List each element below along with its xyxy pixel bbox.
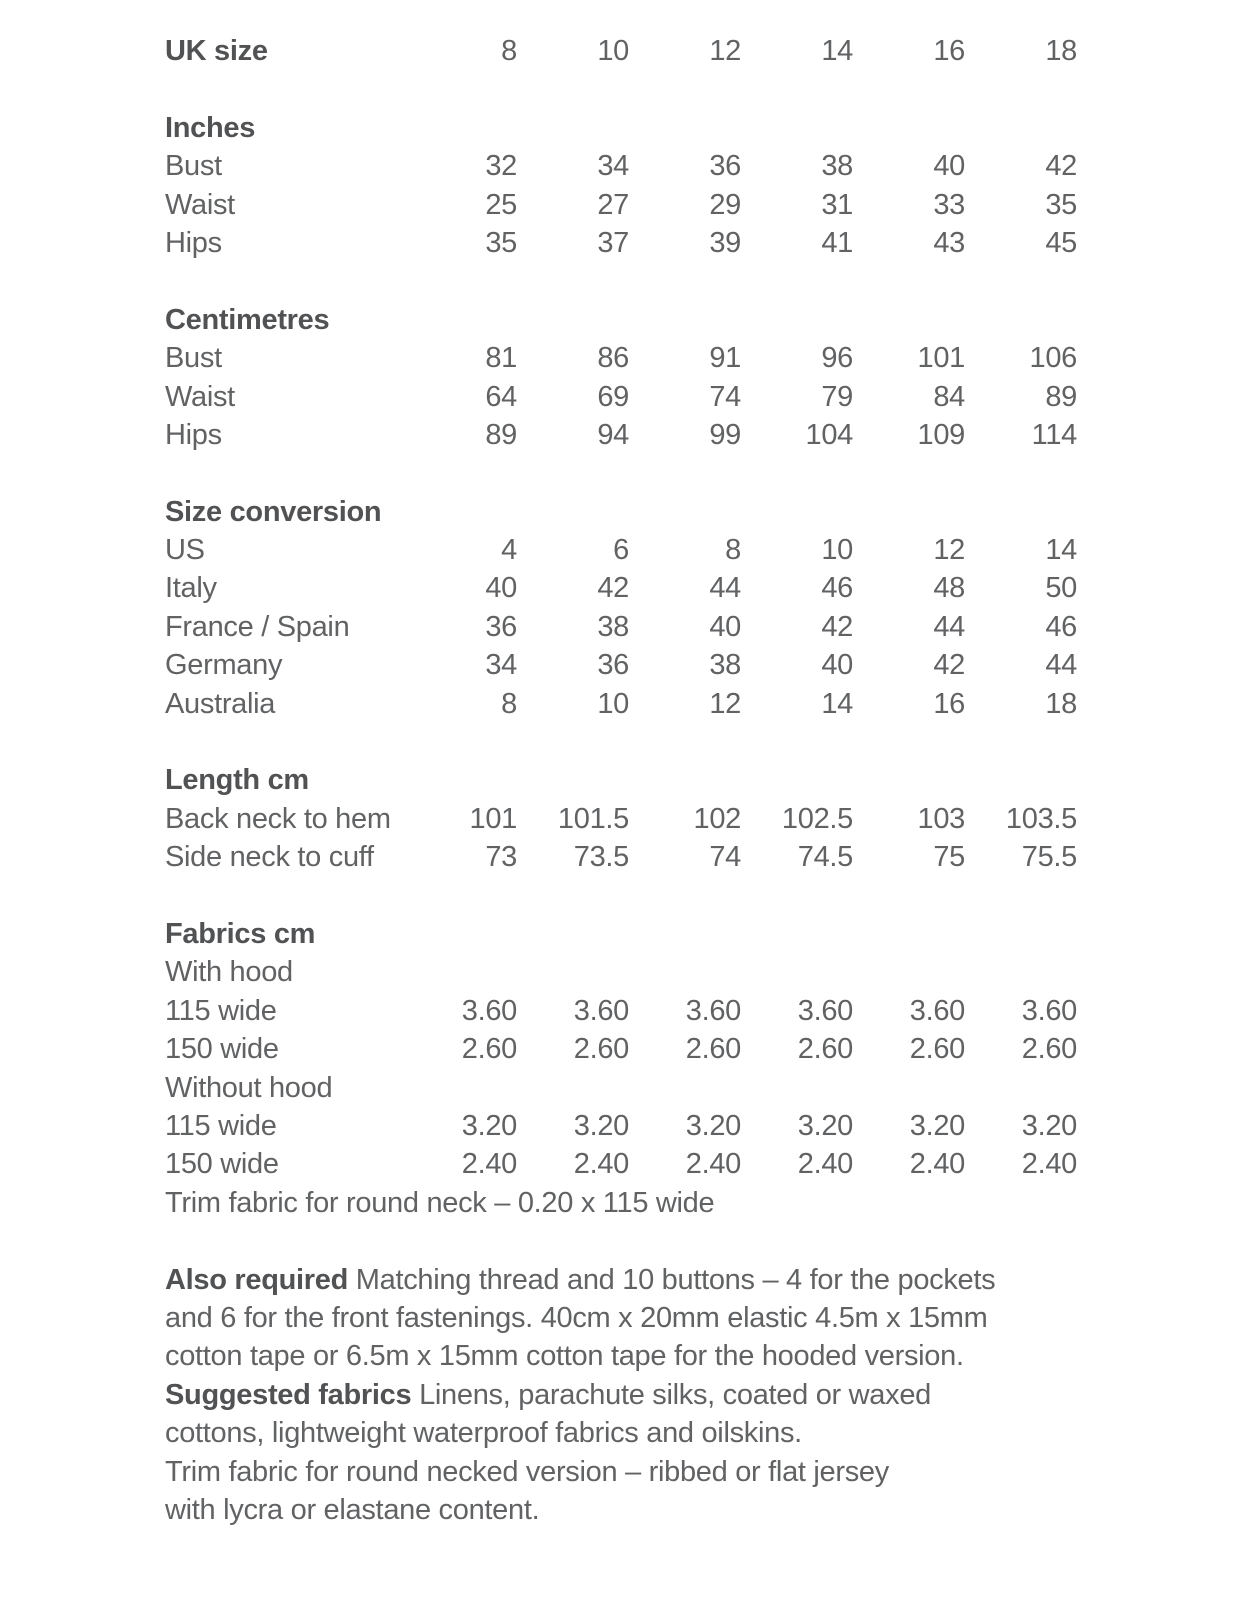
row-value: 3.60: [909, 994, 965, 1027]
table-row: [165, 569, 1077, 607]
table-row: [165, 1107, 1077, 1145]
section-title: Inches: [165, 111, 256, 144]
row-value: 81: [485, 342, 517, 375]
row-label: Hips: [165, 226, 222, 259]
table-row: [165, 186, 1077, 224]
row-value: 34: [485, 649, 517, 682]
row-value: 38: [709, 649, 741, 682]
row-value: 41: [821, 226, 853, 259]
row-label: Australia: [165, 687, 276, 720]
row-label: France / Spain: [165, 610, 350, 643]
section-heading-row: [165, 301, 1077, 339]
row-value: 36: [485, 610, 517, 643]
row-value: 99: [709, 418, 741, 451]
row-value: 3.20: [573, 1109, 629, 1142]
table-row: [165, 800, 1077, 838]
row-value: 29: [709, 188, 741, 221]
row-value: 40: [821, 649, 853, 682]
row-value: 3.60: [573, 994, 629, 1027]
row-value: 25: [485, 188, 517, 221]
row-label: 115 wide: [165, 994, 277, 1027]
row-value: 31: [821, 188, 853, 221]
uk-size-value: 12: [709, 35, 741, 67]
row-value: 103: [917, 802, 965, 835]
row-value: 2.40: [797, 1148, 853, 1181]
row-value: 3.20: [685, 1109, 741, 1142]
section-rows: [165, 1107, 1077, 1184]
note-line: [165, 1261, 1097, 1299]
section-heading-row: [165, 761, 1077, 799]
note-lead: Also required: [165, 1263, 349, 1296]
row-value: 6: [613, 534, 629, 567]
section-rows: [165, 800, 1077, 877]
section-size-conversion: [165, 493, 1077, 723]
row-value: 103.5: [1005, 802, 1077, 835]
row-value: 44: [709, 572, 741, 605]
row-value: 18: [1045, 687, 1077, 720]
row-label: Germany: [165, 649, 283, 682]
section-heading-row: [165, 109, 1077, 147]
row-value: 12: [709, 687, 741, 720]
table-row: [165, 1030, 1077, 1068]
table-row: [165, 531, 1077, 569]
row-value: 3.60: [685, 994, 741, 1027]
note-line: [165, 1376, 1097, 1414]
row-value: 3.60: [461, 994, 517, 1027]
row-value: 74.5: [797, 841, 853, 874]
table-row: [165, 646, 1077, 684]
row-value: 50: [1045, 572, 1077, 605]
section-centimetres: [165, 301, 1077, 455]
table-row: [165, 339, 1077, 377]
row-value: 2.40: [461, 1148, 517, 1181]
fabrics-trim-note-row: [165, 1184, 1077, 1222]
section-title: Fabrics cm: [165, 917, 316, 950]
row-label: 115 wide: [165, 1109, 277, 1142]
row-value: 8: [501, 687, 517, 720]
row-value: 2.40: [1021, 1148, 1077, 1181]
row-value: 96: [821, 342, 853, 375]
note-text: Linens, parachute silks, coated or waxed: [411, 1378, 931, 1411]
section-fabrics: [165, 915, 1077, 1222]
row-value: 4: [501, 534, 517, 567]
row-value: 2.60: [909, 1033, 965, 1066]
table-row: [165, 1145, 1077, 1183]
row-value: 12: [933, 534, 965, 567]
row-label: Waist: [165, 380, 235, 413]
row-value: 104: [805, 418, 853, 451]
note-line: Trim fabric for round necked version – ribbed or flat jersey: [165, 1455, 889, 1488]
section-heading-row: [165, 493, 1077, 531]
row-value: 46: [1045, 610, 1077, 643]
row-value: 64: [485, 380, 517, 413]
row-value: 89: [1045, 380, 1077, 413]
fabrics-subtitle-with-hood: With hood: [165, 956, 293, 989]
row-value: 40: [709, 610, 741, 643]
row-value: 32: [485, 150, 517, 183]
row-label: Hips: [165, 418, 222, 451]
row-label: Italy: [165, 572, 217, 605]
row-value: 69: [597, 380, 629, 413]
section-rows: [165, 147, 1077, 262]
uk-size-value: 10: [597, 35, 629, 67]
row-value: 106: [1029, 342, 1077, 375]
row-value: 46: [821, 572, 853, 605]
section-heading-row: [165, 915, 1077, 953]
row-label: 150 wide: [165, 1148, 279, 1181]
note-trim-fabric: [165, 1453, 1097, 1530]
row-value: 2.60: [685, 1033, 741, 1066]
row-value: 2.60: [797, 1033, 853, 1066]
row-value: 73.5: [573, 841, 629, 874]
row-value: 8: [725, 534, 741, 567]
row-value: 48: [933, 572, 965, 605]
table-row: [165, 608, 1077, 646]
row-value: 35: [1045, 188, 1077, 221]
row-value: 73: [485, 841, 517, 874]
row-value: 89: [485, 418, 517, 451]
table-row: [165, 224, 1077, 262]
row-value: 44: [933, 610, 965, 643]
uk-size-label: UK size: [165, 35, 268, 67]
note-line: cotton tape or 6.5m x 15mm cotton tape for the hooded version.: [165, 1340, 964, 1373]
row-value: 79: [821, 380, 853, 413]
note-line: cottons, lightweight waterproof fabrics and oilskins.: [165, 1417, 802, 1450]
row-label: US: [165, 534, 205, 567]
row-value: 16: [933, 687, 965, 720]
row-value: 74: [709, 380, 741, 413]
size-chart-page: [165, 32, 1077, 1529]
note-suggested-fabrics: [165, 1376, 1097, 1453]
row-value: 42: [1045, 150, 1077, 183]
note-line: and 6 for the front fastenings. 40cm x 20mm elastic 4.5m x 15mm: [165, 1301, 988, 1334]
row-value: 27: [597, 188, 629, 221]
row-value: 101.5: [557, 802, 629, 835]
uk-size-value: 8: [501, 35, 517, 67]
table-row: [165, 147, 1077, 185]
row-label: 150 wide: [165, 1033, 279, 1066]
row-value: 14: [1045, 534, 1077, 567]
row-label: Back neck to hem: [165, 802, 391, 835]
row-value: 3.20: [797, 1109, 853, 1142]
row-value: 74: [709, 841, 741, 874]
row-value: 2.60: [1021, 1033, 1077, 1066]
table-row: [165, 838, 1077, 876]
row-value: 75.5: [1021, 841, 1077, 874]
row-value: 3.20: [1021, 1109, 1077, 1142]
fabrics-subheading-row: [165, 953, 1077, 991]
row-value: 10: [597, 687, 629, 720]
fabrics-trim-note: Trim fabric for round neck – 0.20 x 115 wide: [165, 1186, 715, 1219]
row-value: 3.20: [461, 1109, 517, 1142]
section-inches: [165, 109, 1077, 263]
row-value: 102: [693, 802, 741, 835]
uk-size-value: 14: [821, 35, 853, 67]
row-value: 114: [1031, 418, 1077, 451]
row-value: 39: [709, 226, 741, 259]
section-rows: [165, 339, 1077, 454]
row-value: 43: [933, 226, 965, 259]
row-value: 35: [485, 226, 517, 259]
row-value: 45: [1045, 226, 1077, 259]
row-value: 38: [821, 150, 853, 183]
row-value: 42: [933, 649, 965, 682]
row-value: 75: [933, 841, 965, 874]
table-row: [165, 685, 1077, 723]
row-value: 10: [821, 534, 853, 567]
uk-size-row: [165, 32, 1077, 70]
row-value: 40: [485, 572, 517, 605]
table-row: [165, 378, 1077, 416]
row-value: 42: [597, 572, 629, 605]
row-value: 3.60: [1021, 994, 1077, 1027]
row-value: 3.20: [909, 1109, 965, 1142]
row-value: 2.60: [461, 1033, 517, 1066]
row-label: Side neck to cuff: [165, 841, 374, 874]
note-text: Matching thread and 10 buttons – 4 for the pockets: [348, 1263, 996, 1296]
section-rows: [165, 992, 1077, 1069]
row-value: 44: [1045, 649, 1077, 682]
row-value: 2.40: [909, 1148, 965, 1181]
section-rows: [165, 531, 1077, 723]
row-value: 91: [709, 342, 741, 375]
row-value: 2.40: [685, 1148, 741, 1181]
row-value: 102.5: [781, 802, 853, 835]
row-value: 101: [917, 342, 965, 375]
row-value: 101: [469, 802, 517, 835]
row-value: 42: [821, 610, 853, 643]
note-line: with lycra or elastane content.: [165, 1493, 540, 1526]
table-row: [165, 992, 1077, 1030]
row-value: 34: [597, 150, 629, 183]
row-value: 84: [933, 380, 965, 413]
table-row: [165, 416, 1077, 454]
row-value: 2.40: [573, 1148, 629, 1181]
row-value: 2.60: [573, 1033, 629, 1066]
row-value: 3.60: [797, 994, 853, 1027]
row-value: 36: [597, 649, 629, 682]
fabrics-subtitle-without-hood: Without hood: [165, 1071, 333, 1104]
row-value: 33: [933, 188, 965, 221]
section-title: Centimetres: [165, 303, 330, 336]
row-label: Waist: [165, 188, 235, 221]
row-value: 36: [709, 150, 741, 183]
note-lead: Suggested fabrics: [165, 1378, 412, 1411]
row-label: Bust: [165, 150, 222, 183]
section-title: Length cm: [165, 764, 309, 797]
row-value: 14: [821, 687, 853, 720]
row-value: 37: [597, 226, 629, 259]
note-also-required: [165, 1261, 1097, 1376]
notes-block: [165, 1261, 1097, 1530]
row-value: 38: [597, 610, 629, 643]
row-value: 86: [597, 342, 629, 375]
section-title: Size conversion: [165, 495, 382, 528]
row-label: Bust: [165, 342, 222, 375]
row-value: 94: [597, 418, 629, 451]
uk-size-value: 18: [1045, 35, 1077, 67]
fabrics-subheading-row: [165, 1069, 1077, 1107]
row-value: 40: [933, 150, 965, 183]
row-value: 109: [917, 418, 965, 451]
section-length: [165, 761, 1077, 876]
uk-size-value: 16: [933, 35, 965, 67]
